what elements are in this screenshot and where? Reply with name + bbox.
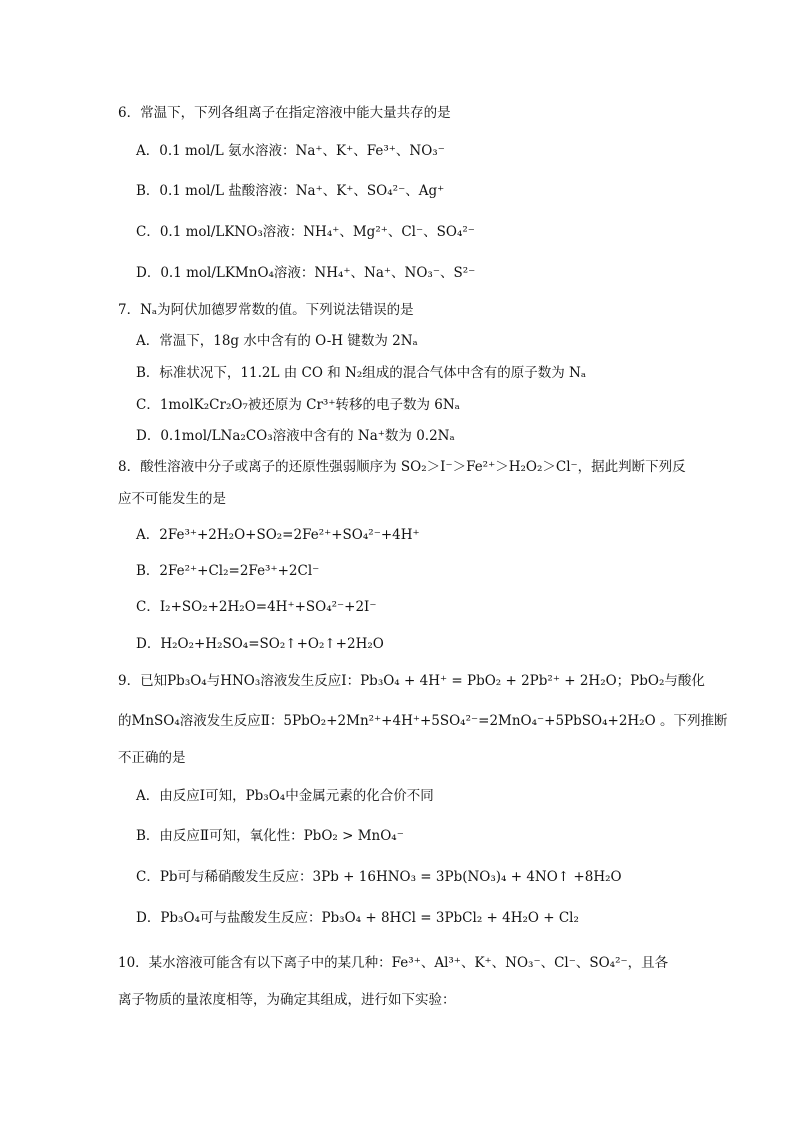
q9-option-d: D．Pb₃O₄可与盐酸发生反应：Pb₃O₄ + 8HCl = 3PbCl₂ + 4H₂O + Cl₂: [136, 910, 579, 926]
q8-option-c: C．I₂+SO₂+2H₂O=4H⁺+SO₄²⁻+2I⁻: [136, 599, 377, 615]
q7-option-a: A．常温下，18g 水中含有的 O-H 键数为 2Nₐ: [136, 333, 418, 349]
q8-option-a: A．2Fe³⁺+2H₂O+SO₂=2Fe²⁺+SO₄²⁻+4H⁺: [136, 527, 420, 543]
q7-option-d: D．0.1mol/LNa₂CO₃溶液中含有的 Na⁺数为 0.2Nₐ: [136, 428, 455, 444]
q10-stem-line-1: 10．某水溶液可能含有以下离子中的某几种：Fe³⁺、Al³⁺、K⁺、NO₃⁻、Cl⁻、SO₄²⁻，且各: [118, 955, 669, 971]
q8-option-d: D．H₂O₂+H₂SO₄=SO₂↑+O₂↑+2H₂O: [136, 636, 384, 652]
q6-option-b: B．0.1 mol/L 盐酸溶液：Na⁺、K⁺、SO₄²⁻、Ag⁺: [136, 183, 445, 199]
q9-stem-line-2: 的MnSO₄溶液发生反应Ⅱ：5PbO₂+2Mn²⁺+4H⁺+5SO₄²⁻=2MnO₄⁻+5PbSO₄+2H₂O 。下列推断: [118, 713, 728, 729]
q9-stem-line-1: 9．已知Pb₃O₄与HNO₃溶液发生反应Ⅰ：Pb₃O₄ + 4H⁺ = PbO₂ + 2Pb²⁺ + 2H₂O；PbO₂与酸化: [118, 673, 705, 689]
q9-option-b: B．由反应Ⅱ可知，氧化性：PbO₂ > MnO₄⁻: [136, 828, 404, 844]
q9-option-a: A．由反应Ⅰ可知，Pb₃O₄中金属元素的化合价不同: [136, 788, 434, 804]
q10-stem-line-2: 离子物质的量浓度相等，为确定其组成，进行如下实验：: [118, 992, 456, 1008]
q7-stem: 7．Nₐ为阿伏加德罗常数的值。下列说法错误的是: [118, 302, 414, 318]
q6-option-d: D．0.1 mol/LKMnO₄溶液：NH₄⁺、Na⁺、NO₃⁻、S²⁻: [136, 265, 476, 281]
q9-stem-line-3: 不正确的是: [118, 750, 186, 766]
q7-option-b: B．标准状况下，11.2L 由 CO 和 N₂组成的混合气体中含有的原子数为 Nₐ: [136, 365, 587, 381]
q6-stem: 6．常温下，下列各组离子在指定溶液中能大量共存的是: [118, 105, 451, 121]
q9-option-c: C．Pb可与稀硝酸发生反应：3Pb + 16HNO₃ = 3Pb(NO₃)₄ + 4NO↑ +8H₂O: [136, 869, 622, 885]
q7-option-c: C．1molK₂Cr₂O₇被还原为 Cr³⁺转移的电子数为 6Nₐ: [136, 397, 460, 413]
q6-option-a: A．0.1 mol/L 氨水溶液：Na⁺、K⁺、Fe³⁺、NO₃⁻: [136, 143, 445, 159]
q8-option-b: B．2Fe²⁺+Cl₂=2Fe³⁺+2Cl⁻: [136, 563, 320, 579]
q8-stem-line-2: 应不可能发生的是: [118, 491, 226, 507]
q6-option-c: C．0.1 mol/LKNO₃溶液：NH₄⁺、Mg²⁺、Cl⁻、SO₄²⁻: [136, 224, 475, 240]
q8-stem-line-1: 8．酸性溶液中分子或离子的还原性强弱顺序为 SO₂＞I⁻＞Fe²⁺＞H₂O₂＞Cl⁻，据此判断下列反: [118, 459, 686, 475]
